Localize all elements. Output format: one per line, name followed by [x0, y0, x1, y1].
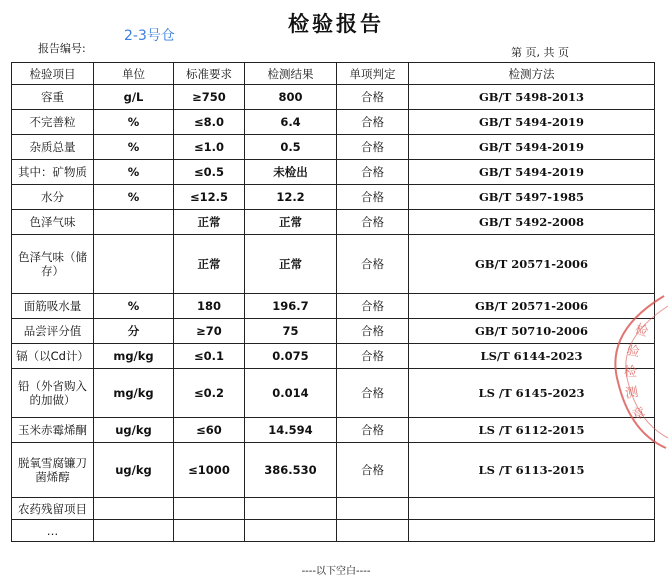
method-cell: LS /T 6145-2023	[409, 369, 655, 418]
method-cell: GB/T 5494-2019	[409, 160, 655, 185]
table-row	[12, 319, 655, 344]
result-cell: 0.075	[245, 344, 337, 369]
svg-text:检: 检	[624, 365, 638, 380]
judgment-cell: 合格	[337, 319, 409, 344]
method-cell: GB/T 5492-2008	[409, 210, 655, 235]
table-row	[12, 110, 655, 135]
standard-cell	[174, 498, 245, 520]
table-row	[12, 418, 655, 443]
unit-cell	[94, 498, 174, 520]
result-cell: 0.014	[245, 369, 337, 418]
judgment-cell: 合格	[337, 418, 409, 443]
standard-cell: ≥750	[174, 85, 245, 110]
result-cell: 正常	[245, 235, 337, 294]
unit-cell	[94, 520, 174, 542]
judgment-cell	[337, 498, 409, 520]
standard-cell: ≤8.0	[174, 110, 245, 135]
unit-cell: %	[94, 160, 174, 185]
unit-cell: %	[94, 294, 174, 319]
method-cell: GB/T 5498-2013	[409, 85, 655, 110]
svg-text:章: 章	[630, 405, 648, 424]
unit-cell: %	[94, 110, 174, 135]
unit-cell: g/L	[94, 85, 174, 110]
result-cell	[245, 520, 337, 542]
judgment-cell: 合格	[337, 135, 409, 160]
judgment-cell: 合格	[337, 85, 409, 110]
end-of-report-note: ----以下空白----	[301, 566, 371, 577]
item-cell: 杂质总量	[12, 135, 94, 160]
standard-cell: ≤0.1	[174, 344, 245, 369]
item-cell: 其中：矿物质	[12, 160, 94, 185]
warehouse-label: 2-3号仓	[124, 28, 175, 44]
result-cell: 0.5	[245, 135, 337, 160]
result-cell: 386.530	[245, 443, 337, 498]
judgment-cell	[337, 520, 409, 542]
header-cell: 检验项目	[12, 63, 94, 85]
unit-cell: %	[94, 185, 174, 210]
table-row	[12, 344, 655, 369]
result-cell: 75	[245, 319, 337, 344]
table-row	[12, 294, 655, 319]
result-cell: 800	[245, 85, 337, 110]
judgment-cell: 合格	[337, 210, 409, 235]
judgment-cell: 合格	[337, 235, 409, 294]
standard-cell: 180	[174, 294, 245, 319]
item-cell: 色泽气味	[12, 210, 94, 235]
header-cell: 单项判定	[337, 63, 409, 85]
unit-cell: ug/kg	[94, 418, 174, 443]
standard-cell: ≤0.5	[174, 160, 245, 185]
header-cell: 单位	[94, 63, 174, 85]
unit-cell	[94, 210, 174, 235]
standard-cell: ≥70	[174, 319, 245, 344]
svg-text:测: 测	[624, 384, 640, 402]
result-cell: 12.2	[245, 185, 337, 210]
table-row	[12, 498, 655, 520]
report-title: 检验报告	[288, 12, 384, 36]
table-header-row	[12, 63, 655, 85]
table-row	[12, 520, 655, 542]
item-cell: 容重	[12, 85, 94, 110]
standard-cell: 正常	[174, 235, 245, 294]
item-cell: 色泽气味（储存）	[12, 235, 94, 294]
unit-cell: %	[94, 135, 174, 160]
method-cell: GB/T 50710-2006	[409, 319, 655, 344]
page-info: 第 页, 共 页	[511, 46, 569, 59]
method-cell: LS /T 6112-2015	[409, 418, 655, 443]
result-cell	[245, 498, 337, 520]
item-cell: …	[12, 520, 94, 542]
report-number-label: 报告编号:	[38, 42, 86, 55]
standard-cell: ≤12.5	[174, 185, 245, 210]
table-row	[12, 160, 655, 185]
method-cell: LS /T 6113-2015	[409, 443, 655, 498]
item-cell: 脱氧雪腐镰刀菌烯醇	[12, 443, 94, 498]
table-row	[12, 135, 655, 160]
judgment-cell: 合格	[337, 160, 409, 185]
standard-cell: 正常	[174, 210, 245, 235]
unit-cell: mg/kg	[94, 369, 174, 418]
unit-cell: ug/kg	[94, 443, 174, 498]
item-cell: 不完善粒	[12, 110, 94, 135]
inspection-table	[11, 62, 655, 542]
result-cell: 196.7	[245, 294, 337, 319]
unit-cell	[94, 235, 174, 294]
judgment-cell: 合格	[337, 443, 409, 498]
judgment-cell: 合格	[337, 369, 409, 418]
header-cell: 检测结果	[245, 63, 337, 85]
table-row	[12, 185, 655, 210]
method-cell	[409, 498, 655, 520]
standard-cell: ≤1.0	[174, 135, 245, 160]
result-cell: 未检出	[245, 160, 337, 185]
result-cell: 正常	[245, 210, 337, 235]
item-cell: 玉米赤霉烯酮	[12, 418, 94, 443]
judgment-cell: 合格	[337, 294, 409, 319]
standard-cell: ≤0.2	[174, 369, 245, 418]
item-cell: 面筋吸水量	[12, 294, 94, 319]
standard-cell	[174, 520, 245, 542]
item-cell: 水分	[12, 185, 94, 210]
result-cell: 6.4	[245, 110, 337, 135]
table-row	[12, 369, 655, 418]
header-cell: 标准要求	[174, 63, 245, 85]
unit-cell: 分	[94, 319, 174, 344]
svg-text:检: 检	[632, 321, 650, 341]
table-row	[12, 443, 655, 498]
method-cell	[409, 520, 655, 542]
method-cell: GB/T 5497-1985	[409, 185, 655, 210]
judgment-cell: 合格	[337, 344, 409, 369]
item-cell: 农药残留项目	[12, 498, 94, 520]
judgment-cell: 合格	[337, 110, 409, 135]
header-cell: 检测方法	[409, 63, 655, 85]
item-cell: 镉（以Cd计）	[12, 344, 94, 369]
table-row	[12, 210, 655, 235]
method-cell: GB/T 20571-2006	[409, 235, 655, 294]
judgment-cell: 合格	[337, 185, 409, 210]
method-cell: GB/T 5494-2019	[409, 135, 655, 160]
method-cell: LS/T 6144-2023	[409, 344, 655, 369]
official-seal	[600, 292, 670, 452]
item-cell: 铅（外省购入的加做）	[12, 369, 94, 418]
method-cell: GB/T 20571-2006	[409, 294, 655, 319]
item-cell: 品尝评分值	[12, 319, 94, 344]
unit-cell: mg/kg	[94, 344, 174, 369]
table-row	[12, 235, 655, 294]
standard-cell: ≤60	[174, 418, 245, 443]
result-cell: 14.594	[245, 418, 337, 443]
table-row	[12, 85, 655, 110]
svg-text:验: 验	[625, 343, 641, 361]
standard-cell: ≤1000	[174, 443, 245, 498]
method-cell: GB/T 5494-2019	[409, 110, 655, 135]
